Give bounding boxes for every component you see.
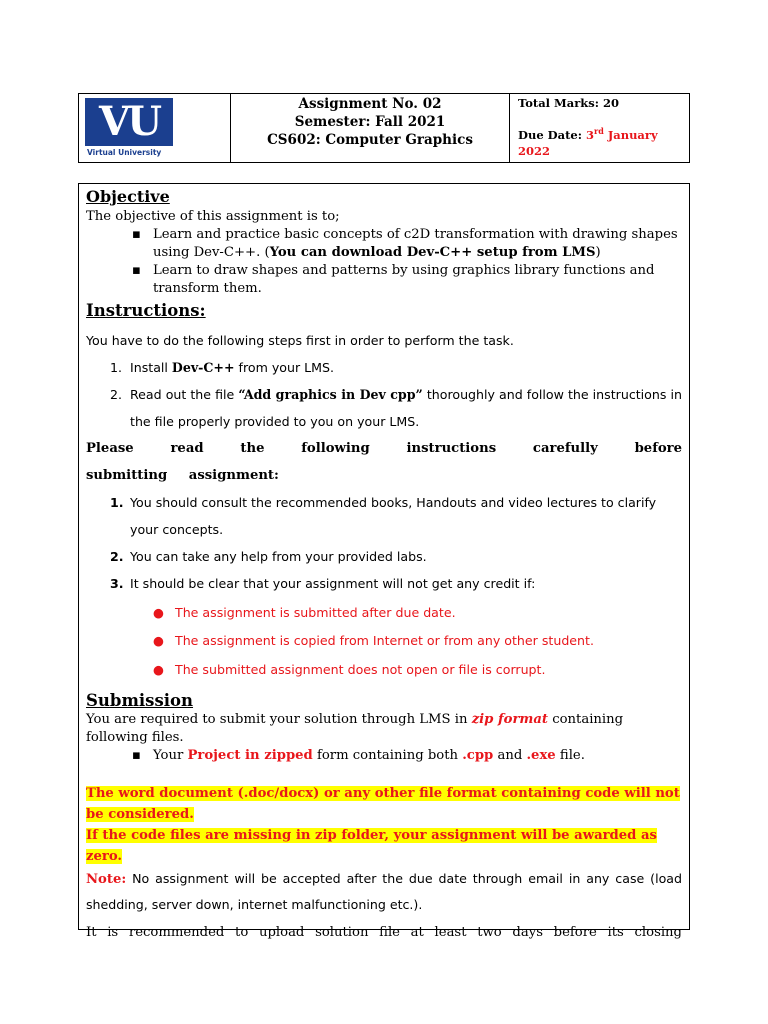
bullet-icon: ▪ <box>132 227 141 242</box>
sub-bullet-end: file. <box>555 748 585 763</box>
note-label: Note: <box>86 872 127 887</box>
warnings <box>86 782 682 866</box>
point-1 <box>86 489 682 543</box>
cpp-ext: .cpp <box>462 748 494 763</box>
submission-text <box>86 711 682 747</box>
red-bullet-icon: ● <box>153 662 164 677</box>
point-2-num: 2. <box>110 549 124 564</box>
sub-bullet-red: Project in zipped <box>187 748 313 763</box>
bullet-1-text: Learn and practice basic concepts of c2D transformation with drawing shapes using Dev-C++. ( <box>153 227 678 260</box>
title-cell <box>231 94 510 162</box>
submission-heading: Submission <box>86 691 194 710</box>
instructions-body <box>86 327 682 683</box>
point-3-num: 3. <box>110 576 124 591</box>
step-2-c: thoroughly and follow the instructions in the file properly provided to you on your LMS. <box>130 387 682 429</box>
course-name: CS602: Computer Graphics <box>267 132 473 148</box>
logo-cell <box>79 94 231 162</box>
instructions-heading <box>86 299 682 323</box>
due-year: 2022 <box>518 143 551 158</box>
last-line: It is recommended to upload solution file at least two days before its closing <box>86 925 682 940</box>
header-table <box>78 93 690 163</box>
point-3-text: It should be clear that your assignment will not get any credit if: <box>130 576 536 591</box>
step-1-b: Dev-C++ <box>171 360 235 375</box>
step-2-b: “Add graphics in Dev cpp” <box>238 387 423 402</box>
step-1-num: 1. <box>110 360 123 375</box>
rule-3 <box>86 656 682 683</box>
bullet-1-end: ) <box>595 245 601 260</box>
sub-bullet-and: and <box>493 748 527 763</box>
due-date <box>518 123 689 159</box>
step-2-a: Read out the file <box>130 387 239 402</box>
vu-logo-mark: VU <box>85 98 173 146</box>
step-1-a: Install <box>130 360 172 375</box>
content-box <box>78 183 690 940</box>
due-date-value <box>586 128 658 142</box>
warning-1: The word document (.doc/docx) or any other file format containing code will not be considered. <box>86 786 680 822</box>
submission-bullet <box>86 747 682 765</box>
note-text: No assignment will be accepted after the due date through email in any case (load shedding, server down, internet malfunctioning etc.). <box>86 871 682 912</box>
vu-logo-name: Virtual University <box>87 148 162 157</box>
due-date-label: Due Date: <box>518 127 582 142</box>
sub-bullet-b: form containing both <box>312 748 463 763</box>
instructions-intro: You have to do the following steps first in order to perform the task. <box>86 333 514 348</box>
rule-2 <box>86 627 682 654</box>
due-day: 3 <box>585 127 594 142</box>
zip-format: zip format <box>471 712 549 727</box>
bullet-icon: ▪ <box>132 748 141 763</box>
sub-bullet-a: Your <box>153 748 188 763</box>
point-3 <box>86 570 682 597</box>
bullet-icon: ▪ <box>132 263 141 278</box>
exe-ext: .exe <box>526 748 556 763</box>
red-bullet-icon: ● <box>153 633 164 648</box>
warning-2: If the code files are missing in zip folder, your assignment will be awarded as zero. <box>86 828 657 864</box>
objective-heading: Objective <box>86 187 170 206</box>
red-bullet-icon: ● <box>153 605 164 620</box>
assignment-number: Assignment No. 02 <box>298 96 442 112</box>
rule-1 <box>86 599 682 626</box>
marks-cell <box>510 94 689 162</box>
rule-3-text: The submitted assignment does not open or file is corrupt. <box>175 662 546 677</box>
point-2 <box>86 543 682 570</box>
instructions-colon: : <box>199 301 206 320</box>
semester: Semester: Fall 2021 <box>294 114 446 130</box>
note <box>86 866 682 918</box>
rule-1-text: The assignment is submitted after due date. <box>175 605 456 620</box>
point-1-num: 1. <box>110 495 124 510</box>
due-suffix: rd <box>593 126 604 136</box>
point-2-text: You can take any help from your provided labs. <box>130 549 427 564</box>
point-1-text: You should consult the recommended books, Handouts and video lectures to clarify your concepts. <box>130 495 657 537</box>
submission-text-b: containing following files. <box>86 712 624 745</box>
step-2 <box>86 381 682 435</box>
step-1-c: from your LMS. <box>234 360 335 375</box>
objective-bullet-2 <box>86 262 682 298</box>
bullet-2-text: Learn to draw shapes and patterns by using graphics library functions and transform them. <box>153 263 655 296</box>
vu-logo <box>85 98 175 160</box>
due-month: January <box>607 127 658 142</box>
submission-text-a: You are required to submit your solution through LMS in <box>86 712 472 727</box>
step-1 <box>86 354 682 381</box>
bullet-1-bold: You can download Dev-C++ setup from LMS <box>269 245 596 260</box>
objective-bullet-1 <box>86 226 682 262</box>
total-marks: Total Marks: 20 <box>518 96 619 110</box>
objective-intro: The objective of this assignment is to; <box>86 209 340 224</box>
instructions-title: Instructions <box>86 301 200 320</box>
rule-2-text: The assignment is copied from Internet or from any other student. <box>175 633 594 648</box>
step-2-num: 2. <box>110 387 123 402</box>
please-read: Please read the following instructions carefully before submitting assignment: <box>86 441 682 483</box>
